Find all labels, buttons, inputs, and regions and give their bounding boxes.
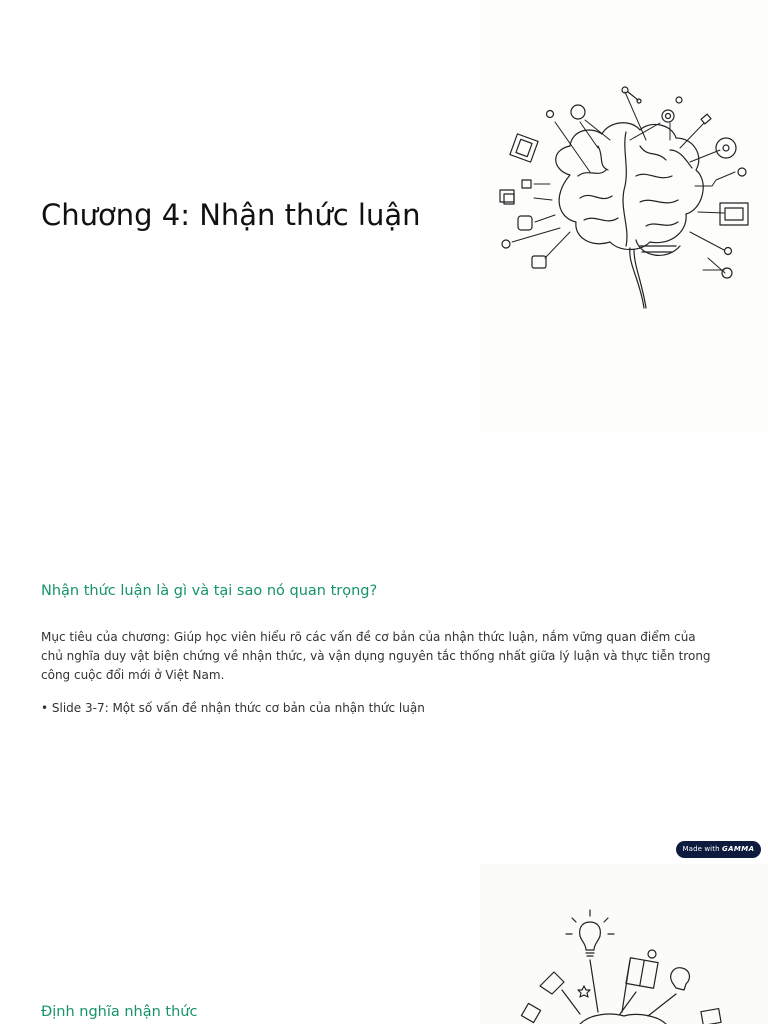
section-heading: Nhận thức luận là gì và tại sao nó quan trọng? [41,583,378,599]
badge-brand: GAMMA [721,845,755,853]
slide-definition [0,864,768,1024]
made-with-gamma-badge[interactable] [676,841,761,858]
bullet-item: • Slide 3-7: Một số vấn đề nhận thức cơ bản của nhận thức luận [41,701,425,715]
chapter-objective-text: Mục tiêu của chương: Giúp học viên hiểu rõ các vấn đề cơ bản của nhận thức luận, nắm vững quan điểm của chủ nghĩa duy vật biện chứng về nhận thức, và vận dụng nguyên tắc thống nhất giữa lý luận và thực tiễn trong công cuộc đổi mới ở Việt Nam. [41,630,711,682]
badge-prefix: Made with [682,845,720,853]
brain-ideas-lightbulbs-icon [480,864,768,1024]
brain-image-panel [480,0,768,432]
section-heading: Định nghĩa nhận thức [41,1004,198,1020]
slide-introduction [0,432,768,864]
brain-network-illustration-icon [480,0,768,330]
page-title: Chương 4: Nhận thức luận [41,198,421,232]
ideas-image-panel [480,864,768,1024]
slide-title [0,0,768,432]
